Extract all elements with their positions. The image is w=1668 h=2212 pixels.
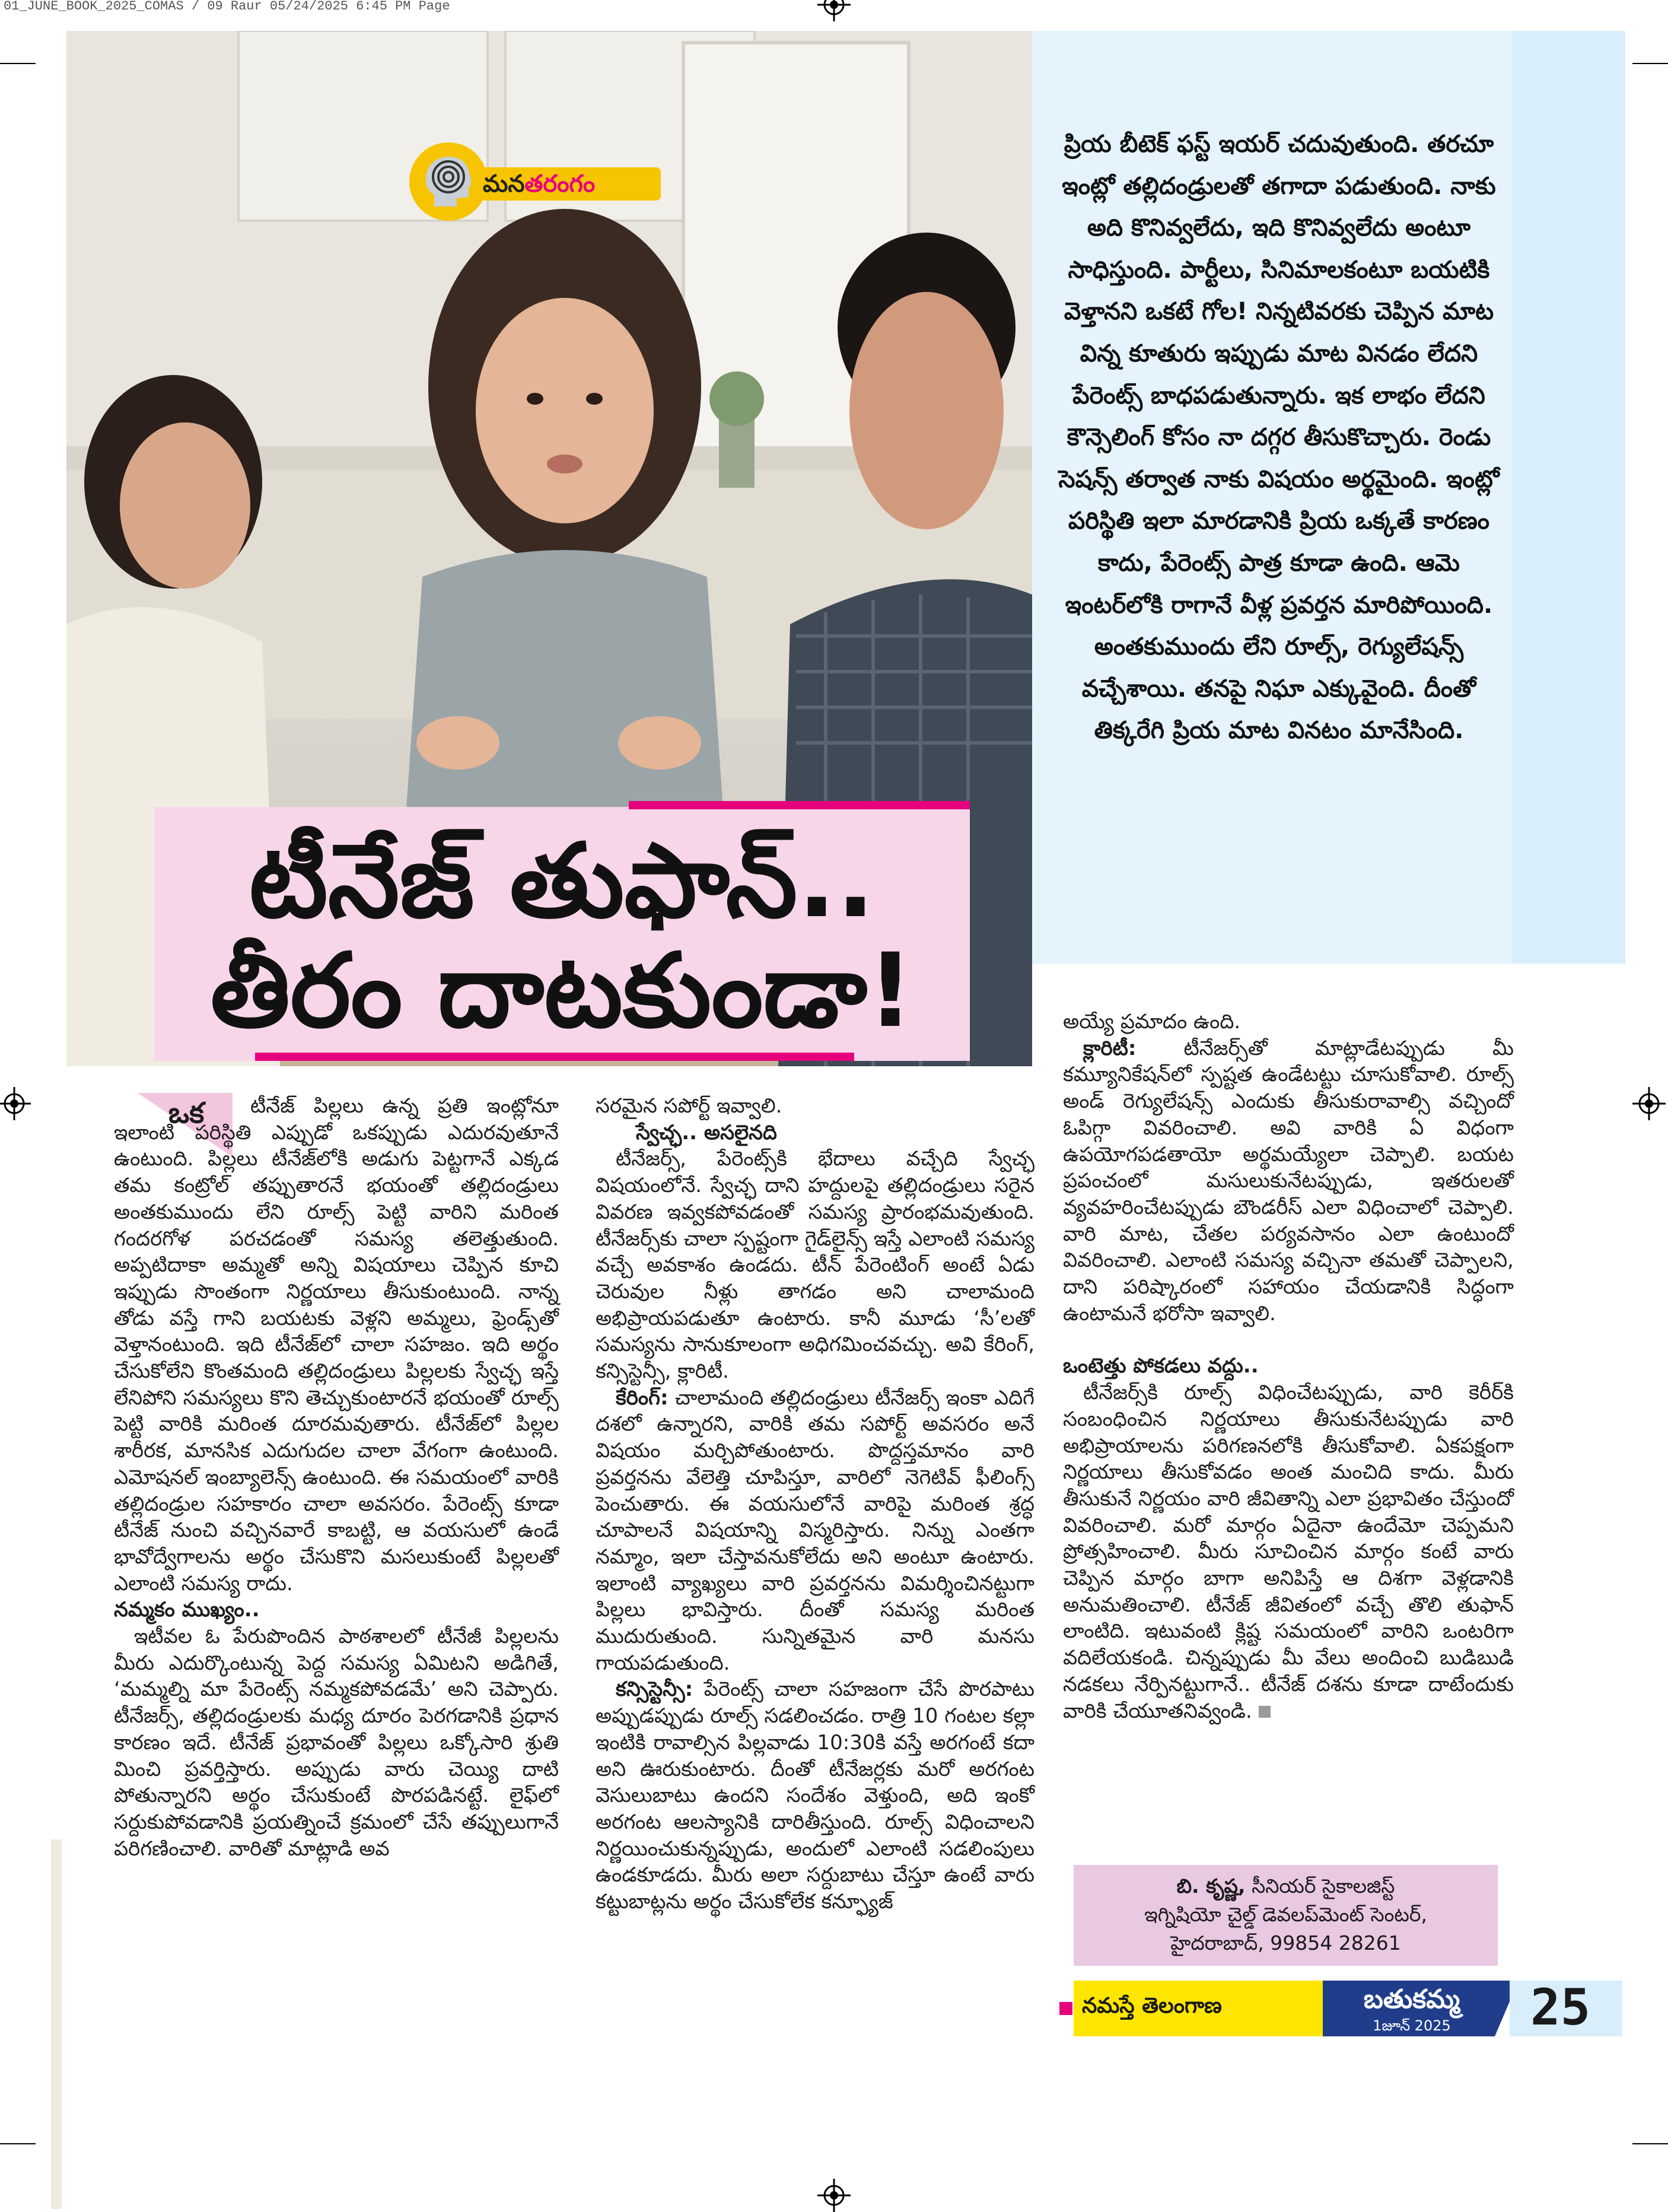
margin-strip (51, 1839, 62, 2209)
consistency-text: పేరెంట్స్ చాలా సహజంగా చేసే పొరపాటు అప్పుడప్పుడు రూల్స్ సడలించడం. రాత్రి 10 గంటల కల్లా ఇంటికి రావాల్సిన పిల్లవాడు 10:30కి వస్తే అరగంటే కదా అని ఊరుకుంటారు. దీంతో టీనేజర్లకు మరో అరగంట వెసులుబాటు ఉందని సందేశం వెళ్తుంది, అది ఇంకో అరగంట ఆలస్యానికి దారితీస్తుంది. రూల్స్ విధించాలని నిర్ణయించుకున్నప్పుడు, అందులో ఎలాంటి సడలింపులు ఉండకూడదు. మీరు అలా సర్దుబాటు చేస్తూ ఉంటే వారు కట్టుబాట్లను అర్థం చేసుకోలేక కన్ఫ్యూజ్ (596, 1677, 1035, 1914)
footer-date: 1జూన్ 2025 (1373, 2017, 1451, 2034)
clarity-label: క్లారిటీ: (1083, 1036, 1137, 1060)
intro-box-text: ప్రియ బీటెక్ ఫస్ట్ ఇయర్ చదువుతుంది. తరచూ ఇంట్లో తల్లిదండ్రులతో తగాదా పడుతుంది. నాకు అది కొనివ్వలేదు, ఇది కొనివ్వలేదు అంటూ సాధిస్తుంది. పార్టీలు, సినిమాలకంటూ బయటికి వెళ్తానని ఒకటే గోల! నిన్నటివరకు చెప్పిన మాట విన్న కూతురు ఇప్పుడు మాట వినడం లేదని పేరెంట్స్ బాధపడుతున్నారు. ఇక లాభం లేదని కౌన్సెలింగ్ కోసం నా దగ్గర తీసుకొచ్చారు. రెండు సెషన్స్ తర్వాత నాకు విషయం అర్థమైంది. ఇంట్లో పరిస్థితి ఇలా మారడానికి ప్రియ ఒక్కతే కారణం కాదు, పేరెంట్స్ పాత్ర కూడా ఉంది. ఆమె ఇంటర్‌లోకి రాగానే వీళ్ల ప్రవర్తన మారిపోయింది. అంతకుముందు లేని రూల్స్, రెగ్యులేషన్స్ వచ్చేశాయి. తనపై నిఘా ఎక్కువైంది. దీంతో తిక్కరేగి ప్రియ మాట వినటం మానేసింది. (1058, 131, 1500, 745)
headline-accent-bottom (255, 1053, 854, 1061)
section-heading: ఒంటెత్తు పోకడలు వద్దు.. (1063, 1354, 1259, 1378)
footer-magazine-name: బతుకమ్మ (1363, 1984, 1460, 2014)
author-box (1074, 1865, 1498, 1966)
clarity-text: టీనేజర్స్‌తో మాట్లాడేటప్పుడు మీ కమ్యూనికేషన్‌లో స్పష్టత ఉండేటట్టు చూసుకోవాలి. రూల్స్ అండ్ రెగ్యులేషన్స్ ఎందుకు తీసుకురావాల్సి వచ్చిందో ఓపిగ్గా వివరించాలి. అవి వారికి ఏ విధంగా ఉపయోగపడతాయో అర్థమయ్యేలా చెప్పాలి. బయట ప్రపంచంలో మసులుకునేటప్పుడు, ఇతరులతో వ్యవహరించేటప్పుడు బౌండరీస్ ఎలా విధించాలో చెప్పాలి. వారి మాట, చేతల పర్యవసానం ఎలా ఉంటుందో వివరించాలి. ఎలాంటి సమస్య వచ్చినా తమతో చెప్పాలని, దాని పరిష్కారంలో సహాయం చేయడానికి సిద్ధంగా ఉంటామనే భరోసా ఇవ్వాలి. (1063, 1036, 1514, 1326)
drop-cap-word: ఒక (168, 1097, 205, 1130)
article-paragraph: సరమైన సపోర్ట్ ఇవ్వాలి. (596, 1094, 782, 1118)
logo-text-highlight: తరంగం (524, 170, 596, 198)
end-mark-icon (1259, 1706, 1271, 1718)
headline-line-1: టీనేజ్ తుఫాన్.. (249, 821, 876, 940)
registration-mark-icon (817, 0, 851, 21)
author-name: బి. కృష్ణ, (1176, 1874, 1246, 1898)
section-heading: నమ్మకం ముఖ్యం.. (114, 1598, 260, 1622)
article-paragraph: అయ్యే ప్రమాదం ఉంది. (1063, 1010, 1241, 1034)
headline-accent-top (629, 801, 970, 809)
print-slug-line: 01_JUNE_BOOK_2025_COMAS / 09 Raur 05/24/2025 6:45 PM Page (4, 0, 450, 14)
column-logo (407, 140, 658, 223)
article-column-2 (596, 1093, 1034, 1915)
article-paragraph: టీనేజర్స్‌కి రూల్స్ విధించేటప్పుడు, వారి కెరీర్‌కి సంబంధించిన నిర్ణయాలు తీసుకునేటప్పుడు వారి అభిప్రాయాలను పరిగణనలోకి తీసుకోవాలి. ఏకపక్షంగా నిర్ణయాలు తీసుకోవడం అంత మంచిది కాదు. మీరు తీసుకునే నిర్ణయం వారి జీవితాన్ని ఎలా ప్రభావితం చేస్తుందో వివరించాలి. మరో మార్గం ఏదైనా ఉందేమో చెప్పమని ప్రోత్సహించాలి. మీరు సూచించిన మార్గం కంటే వారు చెప్పిన మార్గం బాగా అనిపిస్తే ఆ దిశగా వెళ్లడానికి అనుమతించాలి. టీనేజ్ జీవితంలో వచ్చే తొలి తుఫాన్ లాంటిది. ఇటువంటి క్లిష్ట సమయంలో వారిని ఒంటరిగా వదిలేయకండి. చిన్నప్పుడు మీ వేలు అందించి బుడిబుడి నడకలు నేర్పినట్టుగానే.. టీనేజ్ దశను కూడా దాటేందుకు వారికి చేయూతనివ్వండి. (1063, 1381, 1514, 1723)
author-role: సీనియర్ సైకాలజిస్ట్ (1252, 1874, 1395, 1898)
consistency-label: కన్సిస్టెన్సీ: (616, 1677, 693, 1702)
registration-mark-icon (1632, 1087, 1666, 1120)
headline-line-2: తీరం దాటకుండా! (210, 931, 914, 1050)
crop-mark (1632, 63, 1668, 64)
registration-mark-icon (0, 1087, 31, 1120)
logo-text-prefix: మన (483, 170, 525, 198)
page-footer (1074, 1978, 1625, 2036)
bullet-icon (1059, 2002, 1072, 2015)
page-number: 25 (1530, 1978, 1591, 2036)
caring-label: కేరింగ్: (616, 1385, 669, 1410)
author-org: ఇగ్నిషియో చైల్డ్ డెవలప్‌మెంట్ సెంటర్, (1144, 1903, 1427, 1926)
section-heading: స్వేచ్ఛ.. అసలైనది (636, 1120, 777, 1145)
registration-mark-icon (817, 2179, 851, 2212)
crop-mark (1632, 2143, 1668, 2144)
author-city-phone: హైదరాబాద్, 99854 28261 (1170, 1931, 1401, 1954)
crop-mark (0, 63, 36, 64)
crop-mark (0, 2143, 36, 2144)
article-paragraph: ఇటీవల ఓ పేరుపొందిన పాఠశాలలో టీనేజీ పిల్లలను మీరు ఎదుర్కొంటున్న పెద్ద సమస్య ఏమిటని అడిగితే, ‘మమ్మల్ని మా పేరెంట్స్ నమ్మకపోవడమే’ అని చెప్పారు. టీనేజర్స్, తల్లిదండ్రులకు మధ్య దూరం పెరగడానికి ప్రధాన కారణం ఇదే. టీనేజ్ ప్రభావంతో పిల్లలు ఒక్కోసారి శ్రుతి మించి ప్రవర్తిస్తారు. అప్పుడు వారు చెయ్యి దాటి పోతున్నారని అర్థం చేసుకుంటే పొరపడినట్టే. లైఫ్‌లో సర్దుకుపోవడానికి ప్రయత్నించే క్రమంలో చేసే తప్పులుగానే పరిగణించాలి. వారితో మాట్లాడి అవ (114, 1625, 559, 1861)
footer-paper-name: నమస్తే తెలంగాణ (1082, 1994, 1222, 2018)
article-paragraph: టీనేజర్స్, పేరెంట్స్‌కి భేదాలు వచ్చేది స్వేచ్ఛ విషయంలోనే. స్వేచ్ఛ దాని హద్దులపై తల్లిదండ్రులు సరైన వివరణ ఇవ్వకపోవడంతో సమస్య ప్రారంభమవుతుంది. టీనేజర్స్‌కు చాలా స్పష్టంగా గైడ్‌లైన్స్ ఇస్తే ఎలాంటి సమస్య వచ్చే అవకాశం ఉండదు. టీన్ పేరెంటింగ్ అంటే ఏడు చెరువుల నీళ్లు తాగడం అని చాలామంది అభిప్రాయపడుతూ ఉంటారు. కానీ మూడు ‘సీ’లతో సమస్యను సానుకూలంగా అధిగమించవచ్చు. అవి కేరింగ్, కన్సిస్టెన్సీ, క్లారిటీ. (596, 1147, 1034, 1384)
article-column-1 (114, 1093, 559, 1862)
article-paragraph: టీనేజ్ పిల్లలు ఉన్న ప్రతి ఇంట్లోనూ ఇలాంటి పరిస్థితి ఎప్పుడో ఒకప్పుడు ఎదురవుతూనే ఉంటుంది. పిల్లలు టీనేజ్‌లోకి అడుగు పెట్టగానే ఎక్కడ తమ కంట్రోల్ తప్పుతారనే భయంతో తల్లిదండ్రులు అంతకుముందు లేని రూల్స్ పెట్టి వారిని మరింత గందరగోళ పరచడంతో సమస్య తలెత్తుతుంది. అప్పటిదాకా అమ్మతో అన్ని విషయాలు చెప్పిన కూచి ఇప్పుడు సొంతంగా నిర్ణయాలు తీసుకుంటుంది. నాన్న తోడు వస్తే గాని బయటకు వెళ్లని అమ్మలు, ఫ్రెండ్స్‌తో వెళ్తానంటుంది. ఇది టీనేజ్‌లో చాలా సహజం. ఇది అర్థం చేసుకోలేని కొంతమంది తల్లిదండ్రులు పిల్లలకు స్వేచ్ఛ ఇస్తే లేనిపోని సమస్యలు కొని తెచ్చుకుంటారనే భయంతో రూల్స్ పెట్టి వారికి మరింత దూరమవుతారు. టీనేజ్‌లో పిల్లల శారీరక, మానసిక ఎదుగుదల చాలా వేగంగా ఉంటుంది. ఎమోషనల్ ఇంబ్యాలెన్స్ ఉంటుంది. ఈ సమయంలో వారికి తల్లిదండ్రుల సహకారం చాలా అవసరం. పేరెంట్స్ కూడా టీనేజ్ నుంచి వచ్చినవారే కాబట్టి, ఆ వయసులో ఉండే భావోద్వేగాలను అర్థం చేసుకొని మసలుకుంటే పిల్లలతో ఎలాంటి సమస్య రాదు. (114, 1094, 559, 1596)
article-column-3 (1063, 1009, 1514, 1724)
caring-text: చాలామంది తల్లిదండ్రులు టీనేజర్స్ ఇంకా ఎదిగే దశలో ఉన్నారని, వారికి తమ సపోర్ట్ అవసరం అనే విషయం మర్చిపోతుంటారు. పొద్దస్తమానం వారి ప్రవర్తనను వేలెత్తి చూపిస్తూ, వారిలో నెగెటివ్ ఫీలింగ్స్ పెంచుతారు. ఈ వయసులోనే వారిపై మరింత శ్రద్ధ చూపాలనే విషయాన్ని విస్మరిస్తారు. నిన్ను ఎంతగా నమ్మాం, ఇలా చేస్తావనుకోలేదు అని అంటూ ఉంటారు. ఇలాంటి వ్యాఖ్యలు వారి ప్రవర్తనను విమర్శించినట్టుగా పిల్లలు భావిస్తారు. దీంతో సమస్య మరింత ముదురుతుంది. సున్నితమైన వారి మనసు గాయపడుతుంది. (596, 1385, 1034, 1675)
